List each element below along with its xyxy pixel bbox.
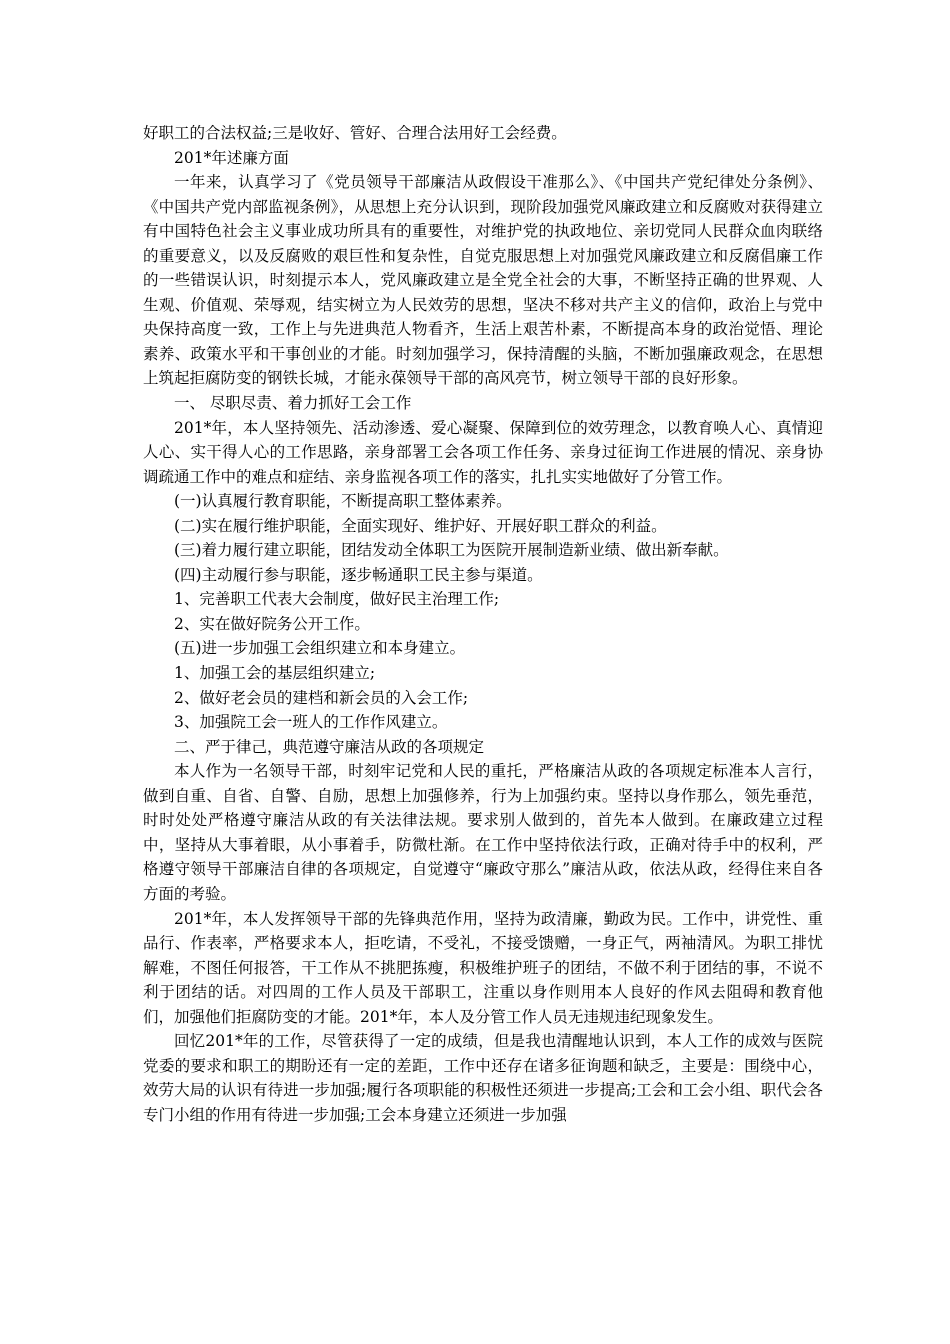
paragraph: 好职工的合法权益;三是收好、管好、合理合法用好工会经费。 — [143, 124, 567, 142]
paragraph: 一年来，认真学习了《党员领导干部廉洁从政假设干准那么》、《中国共产党纪律处分条例》、《中国共产党内部监视条例》，从思想上充分认识到，现阶段加强党风廉政建立和反腐败对获得建立有中国特色社会主义事业成功所具有的重要性，对维护党的执政地位、亲切党同人民群众血肉联络的重要意义，以及反腐败的艰巨性和复杂性，自觉克服思想上对加强党风廉政建立和反腐倡廉工作的一些错误认识，时刻提示本人，党风廉政建立是全党全社会的大事，不断坚持正确的世界观、人生观、价值观、荣辱观，结实树立为人民效劳的思想，坚决不移对共产主义的信仰，政治上与党中央保持高度一致，工作上与先进典范人物看齐，生活上艰苦朴素，不断提高本身的政治觉悟、理论素养、政策水平和干事创业的才能。时刻加强学习，保持清醒的头脑，不断加强廉政观念，在思想上筑起拒腐防变的钢铁长城，才能永葆领导干部的高风亮节，树立领导干部的良好形象。 — [143, 173, 823, 388]
paragraph: 回忆201*年的工作，尽管获得了一定的成绩，但是我也清醒地认识到，本人工作的成效与医院党委的要求和职工的期盼还有一定的差距，工作中还存在诸多征询题和缺乏，主要是：围绕中心，效劳大局的认识有待进一步加强;履行各项职能的积极性还须进一步提高;工会和工会小组、职代会各专门小组的作用有待进一步加强;工会本身建立还须进一步加强 — [143, 1032, 823, 1124]
list-item: 3、加强院工会一班人的工作作风建立。 — [174, 713, 448, 732]
list-item: (一)认真履行教育职能，不断提高职工整体素养。 — [174, 492, 512, 511]
section-heading: 一、 尽职尽责、着力抓好工会工作 — [174, 394, 412, 413]
list-item: (五)进一步加强工会组织建立和本身建立。 — [174, 639, 466, 658]
list-item: 1、完善职工代表大会制度，做好民主治理工作; — [174, 590, 500, 609]
document-body — [143, 121, 823, 1127]
section-heading: 201*年述廉方面 — [174, 148, 289, 167]
list-item: 2、做好老会员的建档和新会员的入会工作; — [174, 688, 469, 707]
list-item: (二)实在履行维护职能，全面实现好、维护好、开展好职工群众的利益。 — [174, 516, 667, 535]
list-item: 1、加强工会的基层组织建立; — [174, 664, 376, 683]
section-heading: 二、严于律己，典范遵守廉洁从政的各项规定 — [174, 737, 485, 756]
list-item: 2、实在做好院务公开工作。 — [174, 614, 370, 633]
list-item: (三)着力履行建立职能，团结发动全体职工为医院开展制造新业绩、做出新奉献。 — [174, 541, 729, 560]
paragraph: 本人作为一名领导干部，时刻牢记党和人民的重托，严格廉洁从政的各项规定标准本人言行，做到自重、自省、自警、自励，思想上加强修养，行为上加强约束。坚持以身作那么，领先垂范，时时处处严格遵守廉洁从政的有关法律法规。要求别人做到的，首先本人做到。在廉政建立过程中，坚持从大事着眼，从小事着手，防微杜渐。在工作中坚持依法行政，正确对待手中的权利，严格遵守领导干部廉洁自律的各项规定，自觉遵守“廉政守那么”廉洁从政，依法从政，经得住来自各方面的考验。 — [143, 762, 823, 903]
list-item: (四)主动履行参与职能，逐步畅通职工民主参与渠道。 — [174, 565, 543, 584]
paragraph: 201*年，本人发挥领导干部的先锋典范作用，坚持为政清廉，勤政为民。工作中，讲党性、重品行、作表率，严格要求本人，拒吃请，不受礼，不接受馈赠，一身正气，两袖清风。为职工排忧解难，不图任何报答，干工作从不挑肥拣瘦，积极维护班子的团结，不做不利于团结的事，不说不利于团结的话。对四周的工作人员及干部职工，注重以身作则用本人良好的作风去阻碍和教育他们，加强他们拒腐防变的才能。201*年，本人及分管工作人员无违规违纪现象发生。 — [143, 909, 823, 1026]
paragraph: 201*年，本人坚持领先、活动渗透、爱心凝聚、保障到位的效劳理念，以教育唤人心、真情迎人心、实干得人心的工作思路，亲身部署工会各项工作任务、亲身过征询工作进展的情况、亲身协调疏通工作中的难点和症结、亲身监视各项工作的落实，扎扎实实地做好了分管工作。 — [143, 418, 823, 486]
